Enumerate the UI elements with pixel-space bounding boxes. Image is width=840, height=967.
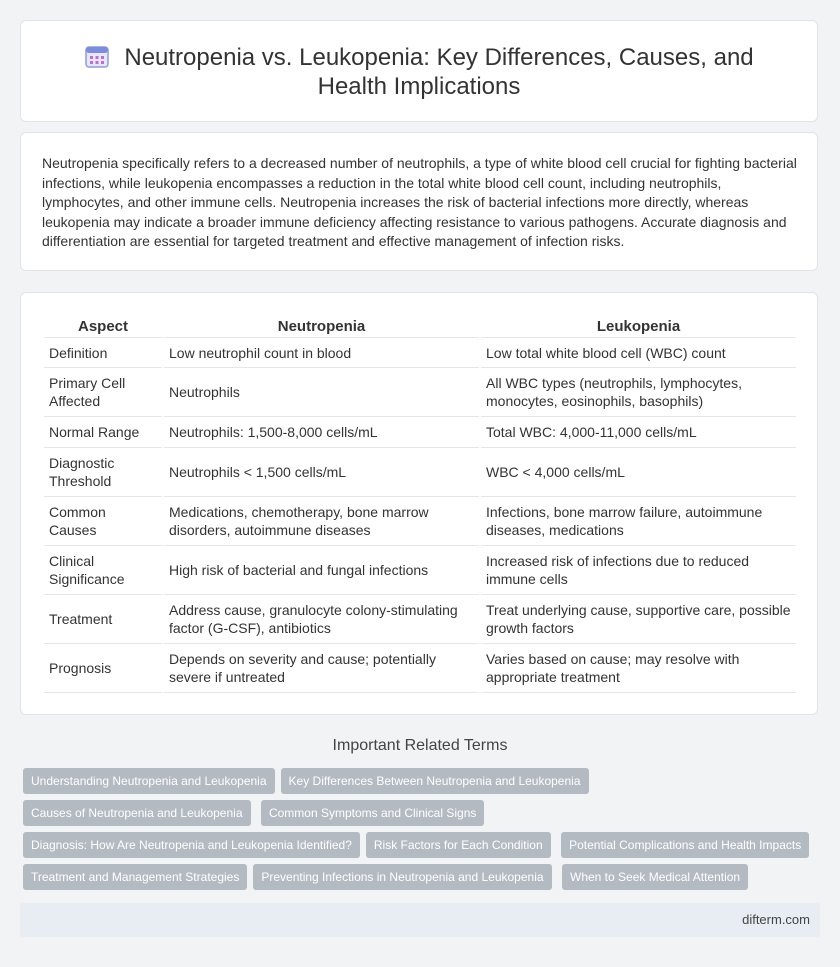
row-leukopenia: Low total white blood cell (WBC) count	[481, 338, 796, 368]
table-row	[44, 644, 796, 693]
row-leukopenia: Total WBC: 4,000-11,000 cells/mL	[481, 417, 796, 448]
row-aspect: Definition	[44, 338, 162, 368]
table-row	[44, 497, 796, 546]
row-neutropenia: Depends on severity and cause; potentially severe if untreated	[164, 644, 479, 693]
related-term-tag[interactable]: Treatment and Management Strategies	[23, 864, 247, 890]
header-leukopenia: Leukopenia	[481, 315, 796, 338]
related-term-tag[interactable]: Key Differences Between Neutropenia and Leukopenia	[281, 768, 589, 794]
footer	[20, 903, 820, 937]
header-neutropenia: Neutropenia	[164, 315, 479, 338]
related-term-tag[interactable]: When to Seek Medical Attention	[562, 864, 748, 890]
row-leukopenia: Varies based on cause; may resolve with appropriate treatment	[481, 644, 796, 693]
related-term-tag[interactable]: Understanding Neutropenia and Leukopenia	[23, 768, 275, 794]
related-term-tag[interactable]: Common Symptoms and Clinical Signs	[261, 800, 484, 826]
table-row	[44, 448, 796, 497]
calendar-icon	[84, 43, 110, 69]
table-header-row	[44, 315, 796, 338]
row-neutropenia: Medications, chemotherapy, bone marrow disorders, autoimmune diseases	[164, 497, 479, 546]
row-aspect: Normal Range	[44, 417, 162, 448]
row-aspect: Primary Cell Affected	[44, 368, 162, 417]
row-leukopenia: Infections, bone marrow failure, autoimmune diseases, medications	[481, 497, 796, 546]
row-neutropenia: Neutrophils: 1,500-8,000 cells/mL	[164, 417, 479, 448]
row-aspect: Diagnostic Threshold	[44, 448, 162, 497]
row-neutropenia: High risk of bacterial and fungal infections	[164, 546, 479, 595]
related-terms-title: Important Related Terms	[332, 737, 508, 754]
row-neutropenia: Address cause, granulocyte colony-stimulating factor (G-CSF), antibiotics	[164, 595, 479, 644]
table-row	[44, 368, 796, 417]
related-term-tag[interactable]: Potential Complications and Health Impacts	[561, 832, 809, 858]
row-leukopenia: Increased risk of infections due to reduced immune cells	[481, 546, 796, 595]
table-row	[44, 546, 796, 595]
row-neutropenia: Neutrophils	[164, 368, 479, 417]
footer-site-link[interactable]: difterm.com	[742, 912, 810, 927]
page-title-text: Neutropenia vs. Leukopenia: Key Differences, Causes, and Health Implications	[124, 44, 754, 100]
related-term-tag[interactable]: Risk Factors for Each Condition	[366, 832, 551, 858]
related-term-tag[interactable]: Preventing Infections in Neutropenia and Leukopenia	[253, 864, 551, 890]
intro-card	[20, 132, 818, 271]
title-card	[20, 20, 818, 122]
row-aspect: Common Causes	[44, 497, 162, 546]
table-row	[44, 338, 796, 368]
related-term-tag[interactable]: Diagnosis: How Are Neutropenia and Leukopenia Identified?	[23, 832, 360, 858]
related-term-tag[interactable]: Causes of Neutropenia and Leukopenia	[23, 800, 251, 826]
table-row	[44, 417, 796, 448]
table-row	[44, 595, 796, 644]
related-terms-list	[23, 768, 823, 896]
header-aspect: Aspect	[44, 315, 162, 338]
row-aspect: Clinical Significance	[44, 546, 162, 595]
intro-paragraph: Neutropenia specifically refers to a decreased number of neutrophils, a type of white blood cell crucial for fighting bacterial infections, while leukopenia encompasses a reduction in the total white blood cell count, including neutrophils, lymphocytes, and other immune cells. Neutropenia increases the risk of bacterial infections more directly, whereas leukopenia may indicate a broader immune deficiency affecting resistance to various pathogens. Accurate diagnosis and differentiation are essential for targeted treatment and effective management of infection risks.	[42, 155, 797, 249]
row-leukopenia: All WBC types (neutrophils, lymphocytes, monocytes, eosinophils, basophils)	[481, 368, 796, 417]
row-leukopenia: WBC < 4,000 cells/mL	[481, 448, 796, 497]
row-aspect: Prognosis	[44, 644, 162, 693]
page-title	[21, 43, 817, 101]
row-neutropenia: Neutrophils < 1,500 cells/mL	[164, 448, 479, 497]
row-leukopenia: Treat underlying cause, supportive care, possible growth factors	[481, 595, 796, 644]
comparison-card	[20, 292, 818, 715]
comparison-table	[42, 315, 798, 693]
row-aspect: Treatment	[44, 595, 162, 644]
row-neutropenia: Low neutrophil count in blood	[164, 338, 479, 368]
